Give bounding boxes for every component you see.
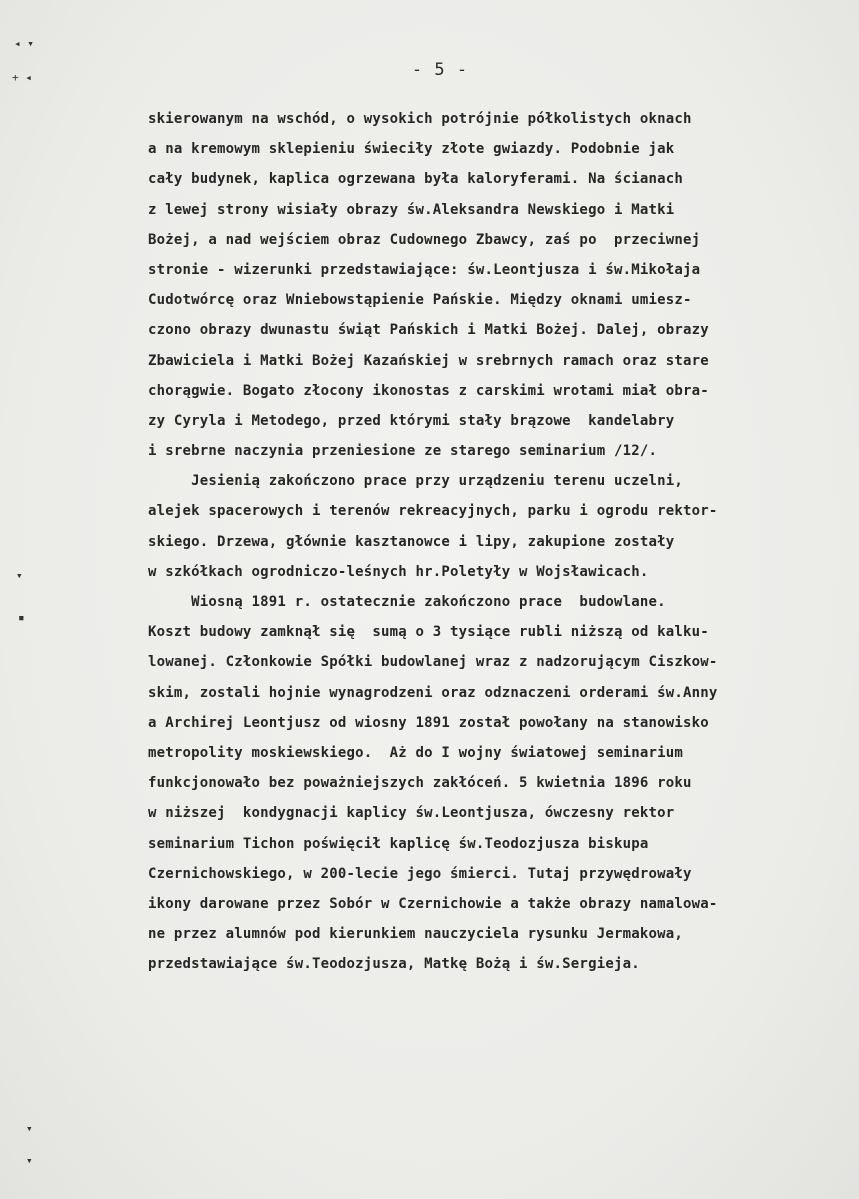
text-line: stronie - wizerunki przedstawiające: św.Leontjusza i św.Mikołaja bbox=[148, 261, 701, 278]
text-line: Bożej, a nad wejściem obraz Cudownego Zbawcy, zaś po przeciwnej bbox=[148, 231, 701, 248]
page-number: - 5 - bbox=[411, 60, 469, 80]
text-line: a na kremowym sklepieniu świeciły złote gwiazdy. Podobnie jak bbox=[148, 141, 675, 158]
text-line: lowanej. Członkowie Spółki budowlanej wraz z nadzorującym Ciszkow- bbox=[148, 654, 718, 671]
text-line: ikony darowane przez Sobór w Czernichowie a także obrazy namalowa- bbox=[148, 895, 718, 912]
text-line: w szkółkach ogrodniczo-leśnych hr.Poletyły w Wojsławicach. bbox=[148, 563, 649, 580]
text-line: czono obrazy dwunastu świąt Pańskich i Matki Bożej. Dalej, obrazy bbox=[148, 322, 709, 339]
text-line: i srebrne naczynia przeniesione ze starego seminarium /12/. bbox=[148, 443, 658, 460]
text-line: w niższej kondygnacji kaplicy św.Leontjusza, ówczesny rektor bbox=[148, 805, 675, 822]
text-line: przedstawiające św.Teodozjusza, Matkę Bożą i św.Sergieja. bbox=[148, 956, 640, 973]
text-line: seminarium Tichon poświęcił kaplicę św.Teodozjusza biskupa bbox=[148, 835, 649, 852]
text-line: a Archirej Leontjusz od wiosny 1891 został powołany na stanowisko bbox=[148, 714, 709, 731]
text-line: alejek spacerowych i terenów rekreacyjnych, parku i ogrodu rektor- bbox=[148, 503, 718, 520]
margin-mark: ▾ bbox=[26, 1154, 33, 1167]
text-line: Wiosną 1891 r. ostatecznie zakończono prace budowlane. bbox=[148, 594, 666, 610]
margin-mark: ◂ ▾ bbox=[14, 37, 34, 50]
text-line: skim, zostali hojnie wynagrodzeni oraz odznaczeni orderami św.Anny bbox=[148, 684, 718, 701]
margin-mark: ▪ bbox=[18, 611, 25, 624]
text-line: metropolity moskiewskiego. Aż do I wojny światowej seminarium bbox=[148, 744, 683, 761]
text-line: z lewej strony wisiały obrazy św.Aleksandra Newskiego i Matki bbox=[148, 201, 675, 218]
margin-mark: ▾ bbox=[26, 1122, 33, 1135]
text-line: Czernichowskiego, w 200-lecie jego śmierci. Tutaj przywędrowały bbox=[148, 865, 692, 882]
text-line: zy Cyryla i Metodego, przed którymi stały brązowe kandelabry bbox=[148, 412, 675, 429]
text-line: cały budynek, kaplica ogrzewana była kaloryferami. Na ścianach bbox=[148, 171, 683, 188]
text-line: chorągwie. Bogato złocony ikonostas z carskimi wrotami miał obra- bbox=[148, 382, 709, 399]
text-line: Jesienią zakończono prace przy urządzeniu terenu uczelni, bbox=[148, 473, 683, 490]
text-line: funkcjonowało bez poważniejszych zakłóceń. 5 kwietnia 1896 roku bbox=[148, 775, 692, 792]
text-line: skierowanym na wschód, o wysokich potrójnie półkolistych oknach bbox=[148, 111, 692, 127]
text-line: ne przez alumnów pod kierunkiem nauczyciela rysunku Jermakowa, bbox=[148, 926, 683, 943]
text-line: Zbawiciela i Matki Bożej Kazańskiej w srebrnych ramach oraz stare bbox=[148, 352, 709, 369]
text-line: Cudotwórcę oraz Wniebowstąpienie Pańskie. Między oknami umiesz- bbox=[148, 292, 692, 309]
margin-mark: ▾ bbox=[16, 569, 23, 582]
body-text bbox=[148, 104, 853, 979]
text-line: Koszt budowy zamknął się sumą o 3 tysiące rubli niższą od kalku- bbox=[148, 624, 709, 641]
margin-mark: + ◂ bbox=[12, 71, 32, 84]
text-line: skiego. Drzewa, głównie kasztanowce i lipy, zakupione zostały bbox=[148, 533, 675, 550]
